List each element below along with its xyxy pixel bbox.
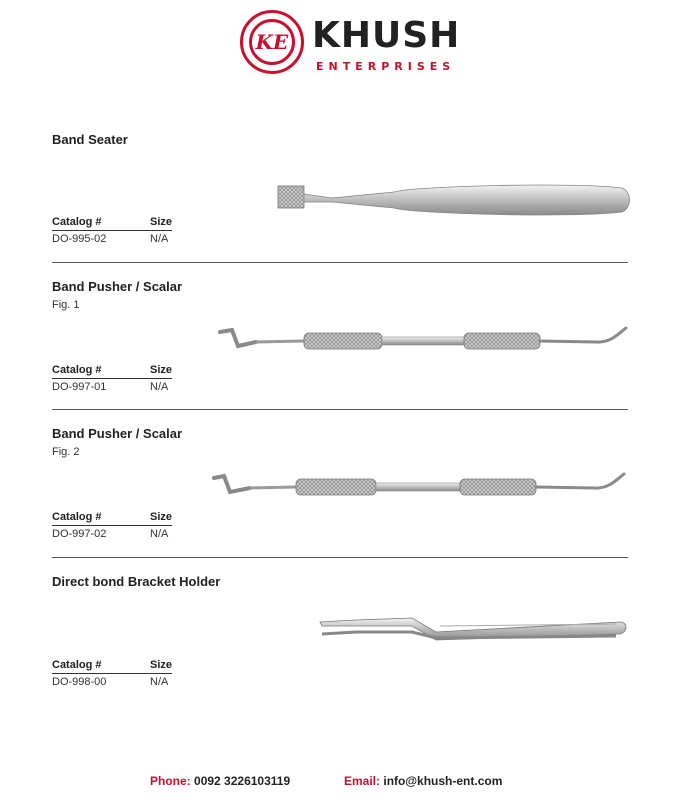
- catalog-table-header: [52, 659, 172, 674]
- catalog-header: Catalog #: [52, 511, 102, 523]
- size-value: N/A: [150, 528, 169, 540]
- size-value: N/A: [150, 381, 169, 393]
- size-header: Size: [150, 659, 173, 671]
- bracket-holder-icon: [316, 612, 630, 646]
- catalog-header: Catalog #: [52, 659, 102, 671]
- product-title: Band Pusher / Scalar: [52, 426, 183, 441]
- phone-number[interactable]: 0092 3226103119: [194, 774, 291, 788]
- catalog-number: DO-998-00: [52, 676, 107, 688]
- email-contact: [344, 774, 502, 788]
- size-value: N/A: [150, 676, 169, 688]
- email-label: Email:: [344, 774, 381, 788]
- phone-label: Phone:: [150, 774, 191, 788]
- band-pusher-scalar-icon: [210, 470, 634, 506]
- catalog-header: Catalog #: [52, 364, 102, 376]
- product-title: Band Seater: [52, 132, 128, 147]
- product-title: Direct bond Bracket Holder: [52, 574, 221, 589]
- size-header: Size: [150, 216, 173, 228]
- product-fig-label: Fig. 1: [52, 299, 80, 311]
- logo-tagline: ENTERPRISES: [316, 60, 456, 73]
- size-header: Size: [150, 511, 173, 523]
- catalog-table-header: [52, 216, 172, 231]
- product-title: Band Pusher / Scalar: [52, 279, 183, 294]
- catalog-table-header: [52, 511, 172, 526]
- catalog-number: DO-997-01: [52, 381, 107, 393]
- band-pusher-scalar-icon: [216, 322, 636, 358]
- size-header: Size: [150, 364, 173, 376]
- catalog-number: DO-995-02: [52, 233, 107, 245]
- logo-name: KHUSH: [312, 15, 461, 56]
- catalog-number: DO-997-02: [52, 528, 107, 540]
- catalog-header: Catalog #: [52, 216, 102, 228]
- email-address[interactable]: info@khush-ent.com: [383, 774, 503, 788]
- logo-emblem: [240, 10, 304, 74]
- catalog-table-header: [52, 364, 172, 379]
- section-divider: [52, 557, 628, 558]
- size-value: N/A: [150, 233, 169, 245]
- logo-monogram: KE: [249, 19, 295, 65]
- band-seater-icon: [274, 180, 630, 220]
- company-logo: [240, 10, 460, 80]
- phone-contact: [150, 774, 290, 788]
- contact-footer: [0, 774, 689, 792]
- section-divider: [52, 409, 628, 410]
- product-fig-label: Fig. 2: [52, 446, 80, 458]
- section-divider: [52, 262, 628, 263]
